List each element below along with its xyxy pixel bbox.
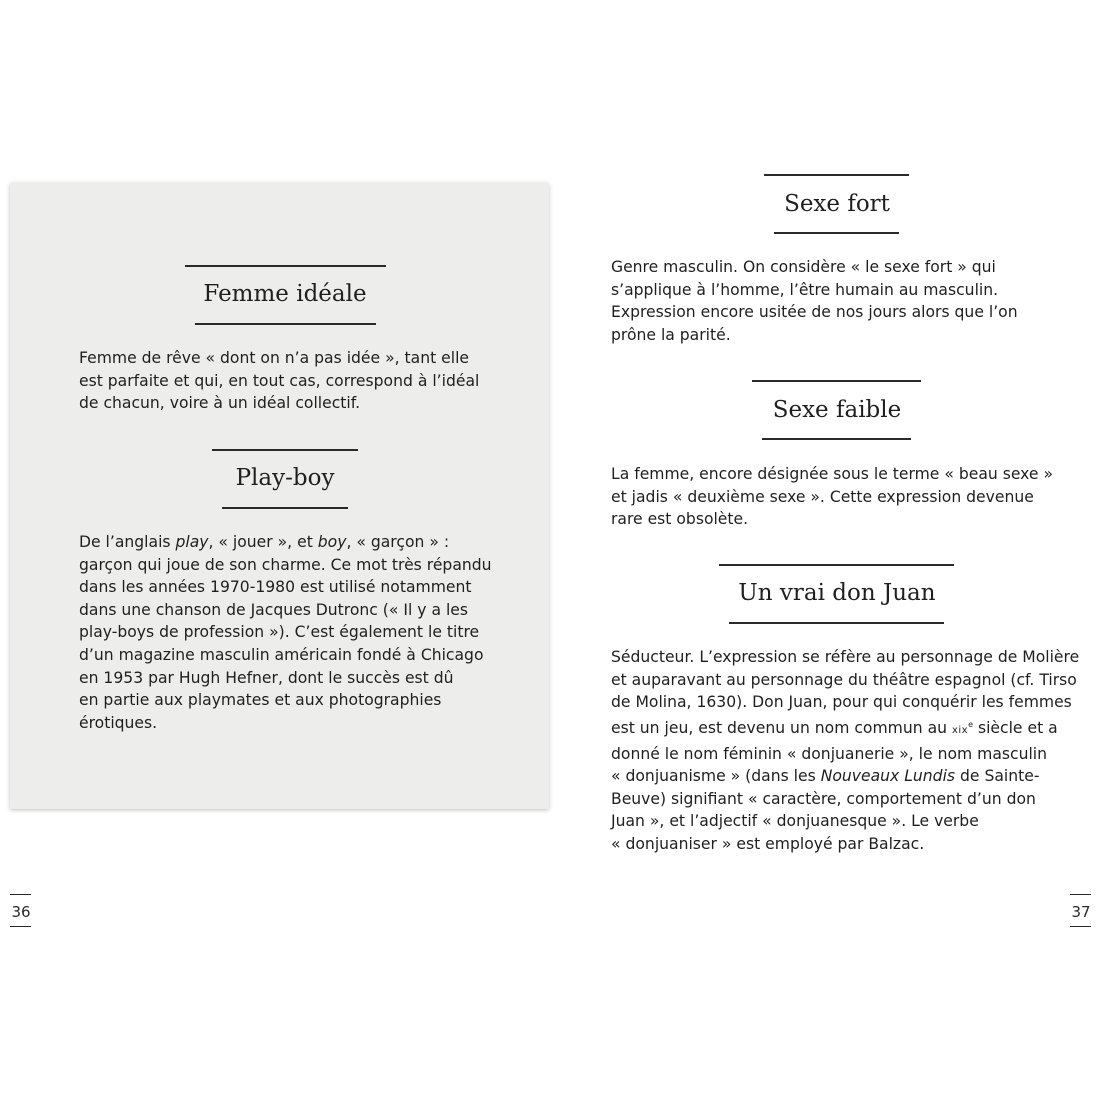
entry-title-play-boy: Play-boy — [235, 465, 335, 491]
page-number-right: 37 — [1071, 903, 1091, 921]
italic-term: Nouveaux Lundis — [820, 767, 956, 786]
body-line: Expression encore usitée de nos jours alors que l’on — [611, 303, 1018, 322]
century-superscript: e — [968, 719, 974, 729]
page-number-rule — [10, 894, 31, 895]
italic-term: boy — [317, 533, 347, 551]
body-line: est un jeu, est devenu un nom commun au xix$^e$ siècle et a — [611, 718, 1058, 737]
body-line: prône la parité. — [611, 325, 731, 344]
body-line: de chacun, voire à un idéal collectif. — [79, 394, 361, 413]
body-line: rare est obsolète. — [611, 510, 749, 529]
entry-title-sexe-fort: Sexe fort — [784, 191, 890, 217]
body-line: et jadis « deuxième sexe ». Cette expression devenue — [611, 487, 1034, 506]
title-rule-top — [185, 265, 386, 267]
body-line: est parfaite et qui, en tout cas, correspond à l’idéal — [79, 371, 480, 390]
entry-body-femme-ideale — [79, 347, 519, 415]
page-number-rule — [1070, 926, 1091, 927]
entry-title-femme-ideale: Femme idéale — [203, 281, 367, 307]
body-line: Beuve) signifiant « caractère, comportement d’un don — [611, 789, 1036, 808]
body-line: donné le nom féminin « donjuanerie », le nom masculin — [611, 744, 1048, 763]
entry-body-un-vrai-don-juan — [611, 646, 1091, 856]
body-line: dans les années 1970-1980 est utilisé notamment — [79, 578, 472, 597]
body-line: « donjuanisme » (dans les Nouveaux Lundis de Sainte- — [611, 767, 1040, 786]
title-rule-bottom — [222, 507, 348, 509]
body-line: « donjuaniser » est employé par Balzac. — [611, 834, 925, 853]
title-rule-top — [212, 449, 358, 451]
body-line: érotiques. — [79, 713, 158, 732]
title-rule-top — [764, 174, 909, 176]
body-line: en partie aux playmates et aux photographies — [79, 691, 442, 710]
entry-body-play-boy — [79, 531, 519, 734]
body-line: en 1953 par Hugh Hefner, dont le succès est dû — [79, 668, 454, 687]
body-line: Genre masculin. On considère « le sexe fort » qui — [611, 258, 996, 276]
entry-title-sexe-faible: Sexe faible — [772, 397, 902, 423]
body-line: s’applique à l’homme, l’être humain au masculin. — [611, 280, 999, 299]
page-number-left: 36 — [11, 903, 31, 921]
body-line: Femme de rêve « dont on n’a pas idée », tant elle — [79, 349, 469, 367]
body-line: La femme, encore désignée sous le terme « beau sexe » — [611, 465, 1054, 483]
page-number-rule — [1070, 894, 1091, 895]
body-line: d’un magazine masculin américain fondé à Chicago — [79, 645, 484, 664]
title-rule-top — [752, 380, 921, 382]
entry-title-un-vrai-don-juan: Un vrai don Juan — [738, 580, 936, 606]
title-rule-bottom — [195, 323, 376, 325]
body-line: De l’anglais play, « jouer », et boy, « garçon » : — [79, 533, 450, 551]
body-line: Séducteur. L’expression se réfère au personnage de Molière — [611, 648, 1080, 666]
page-number-rule — [10, 926, 31, 927]
italic-term: play — [175, 533, 209, 551]
body-line: play-boys de profession »). C’est également le titre — [79, 623, 480, 642]
entry-body-sexe-faible — [611, 463, 1091, 531]
body-line: dans une chanson de Jacques Dutronc (« Il y a les — [79, 600, 469, 619]
title-rule-bottom — [729, 622, 944, 624]
century-numeral: xix — [951, 724, 969, 736]
title-rule-top — [719, 564, 954, 566]
title-rule-bottom — [762, 438, 911, 440]
body-line: de Molina, 1630). Don Juan, pour qui conquérir les femmes — [611, 693, 1072, 712]
body-line: Juan », et l’adjectif « donjuanesque ». Le verbe — [611, 812, 979, 831]
title-rule-bottom — [774, 232, 899, 234]
body-line: et auparavant au personnage du théâtre espagnol (cf. Tirso — [611, 670, 1077, 689]
body-line: garçon qui joue de son charme. Ce mot très répandu — [79, 555, 492, 574]
entry-body-sexe-fort — [611, 256, 1091, 346]
